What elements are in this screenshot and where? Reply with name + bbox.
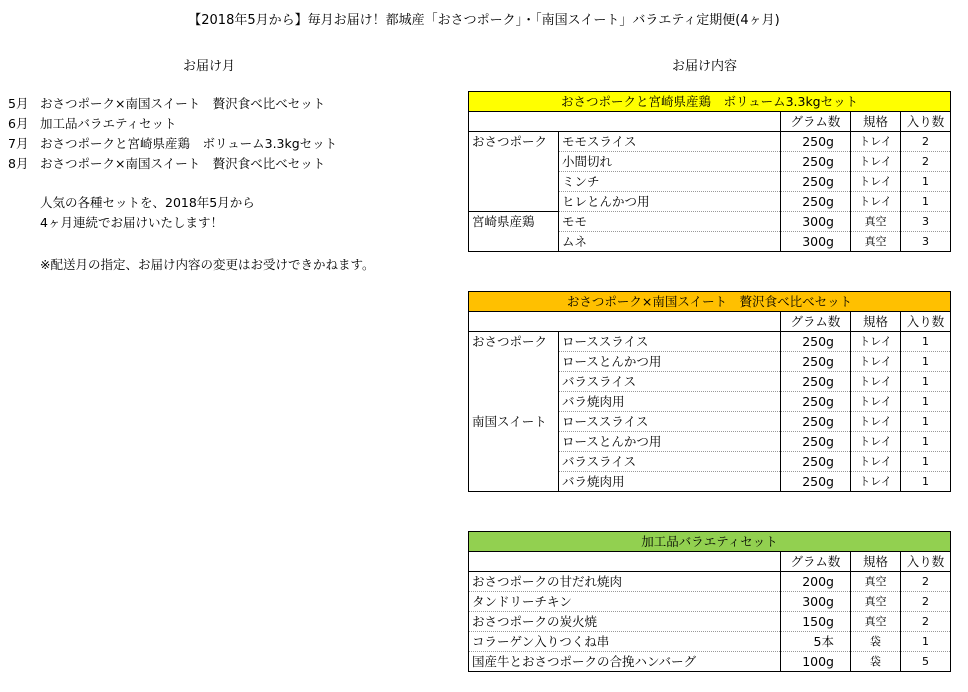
- note-line: 人気の各種セットを、2018年5月から: [40, 195, 255, 210]
- processed-set-table: [468, 531, 951, 672]
- spec-cell: トレイ: [851, 372, 901, 392]
- weight-cell: 250g: [781, 472, 851, 492]
- qty-cell: 5: [901, 652, 951, 672]
- item-cell: バラ焼肉用: [559, 472, 781, 492]
- column-header-row: [469, 112, 951, 132]
- spec-cell: トレイ: [851, 412, 901, 432]
- table-row: [469, 572, 951, 592]
- schedule-row: [8, 94, 325, 112]
- table-row: [469, 432, 951, 452]
- category-cell: [469, 352, 559, 372]
- weight-cell: 300g: [781, 592, 851, 612]
- spec-cell: 真空: [851, 572, 901, 592]
- qty-cell: 1: [901, 172, 951, 192]
- item-cell: 国産牛とおさつポークの合挽ハンバーグ: [469, 652, 781, 672]
- item-cell: ローススライス: [559, 332, 781, 352]
- schedule-month: 8月: [8, 156, 29, 171]
- spec-cell: 真空: [851, 232, 901, 252]
- weight-cell: 200g: [781, 572, 851, 592]
- weight-cell: 250g: [781, 372, 851, 392]
- col-qty: 入り数: [901, 112, 951, 132]
- qty-cell: 3: [901, 232, 951, 252]
- table-row: [469, 612, 951, 632]
- qty-cell: 2: [901, 592, 951, 612]
- qty-cell: 1: [901, 392, 951, 412]
- category-cell: [469, 172, 559, 192]
- delivery-contents-heading: お届け内容: [672, 59, 738, 74]
- table-row: [469, 452, 951, 472]
- table-row: [469, 172, 951, 192]
- qty-cell: 2: [901, 572, 951, 592]
- item-cell: バラスライス: [559, 372, 781, 392]
- schedule-month: 5月: [8, 96, 29, 111]
- weight-cell: 5本: [781, 632, 851, 652]
- table-row: [469, 352, 951, 372]
- spec-cell: 真空: [851, 612, 901, 632]
- column-header-row: [469, 312, 951, 332]
- qty-cell: 1: [901, 192, 951, 212]
- weight-cell: 250g: [781, 172, 851, 192]
- category-cell: [469, 392, 559, 412]
- volume-set-table: [468, 91, 951, 252]
- col-weight: グラム数: [781, 312, 851, 332]
- item-cell: おさつポークの甘だれ焼肉: [469, 572, 781, 592]
- col-weight: グラム数: [781, 552, 851, 572]
- table-row: [469, 152, 951, 172]
- delivery-month-heading: お届け月: [183, 59, 236, 74]
- col-spec: 規格: [851, 312, 901, 332]
- table-row: [469, 632, 951, 652]
- qty-cell: 1: [901, 352, 951, 372]
- weight-cell: 300g: [781, 232, 851, 252]
- schedule-item: 加工品バラエティセット: [40, 116, 177, 131]
- schedule-item: おさつポーク×南国スイート 贅沢食べ比べセット: [40, 156, 326, 171]
- qty-cell: 1: [901, 372, 951, 392]
- schedule-item: おさつポーク×南国スイート 贅沢食べ比べセット: [40, 96, 326, 111]
- spec-cell: トレイ: [851, 172, 901, 192]
- spec-cell: トレイ: [851, 352, 901, 372]
- item-cell: ローススライス: [559, 412, 781, 432]
- spec-cell: 袋: [851, 652, 901, 672]
- qty-cell: 1: [901, 412, 951, 432]
- qty-cell: 1: [901, 432, 951, 452]
- item-cell: コラーゲン入りつくね串: [469, 632, 781, 652]
- schedule-month: 7月: [8, 136, 29, 151]
- table-title: 加工品バラエティセット: [469, 532, 951, 552]
- item-cell: ムネ: [559, 232, 781, 252]
- qty-cell: 1: [901, 632, 951, 652]
- table-row: [469, 132, 951, 152]
- weight-cell: 100g: [781, 652, 851, 672]
- schedule-month: 6月: [8, 116, 29, 131]
- table-row: [469, 332, 951, 352]
- spec-cell: トレイ: [851, 432, 901, 452]
- item-cell: ヒレとんかつ用: [559, 192, 781, 212]
- category-cell: おさつポーク: [469, 332, 559, 352]
- qty-cell: 2: [901, 132, 951, 152]
- item-cell: タンドリーチキン: [469, 592, 781, 612]
- category-cell: [469, 192, 559, 212]
- spec-cell: 真空: [851, 212, 901, 232]
- table-row: [469, 592, 951, 612]
- spec-cell: トレイ: [851, 452, 901, 472]
- category-cell: [469, 372, 559, 392]
- weight-cell: 250g: [781, 452, 851, 472]
- table-title: おさつポーク×南国スイート 贅沢食べ比べセット: [469, 292, 951, 312]
- weight-cell: 150g: [781, 612, 851, 632]
- note-line: 4ヶ月連続でお届けいたします！: [40, 215, 223, 230]
- col-weight: グラム数: [781, 112, 851, 132]
- table-row: [469, 392, 951, 412]
- category-cell: 南国スイート: [469, 412, 559, 432]
- weight-cell: 250g: [781, 192, 851, 212]
- weight-cell: 250g: [781, 392, 851, 412]
- weight-cell: 250g: [781, 132, 851, 152]
- qty-cell: 1: [901, 332, 951, 352]
- col-qty: 入り数: [901, 312, 951, 332]
- item-cell: モモ: [559, 212, 781, 232]
- spec-cell: 袋: [851, 632, 901, 652]
- table-row: [469, 192, 951, 212]
- schedule-row: [8, 114, 177, 132]
- category-cell: [469, 452, 559, 472]
- schedule-item: おさつポークと宮崎県産鶏 ボリューム3.3kgセット: [40, 136, 338, 151]
- spec-cell: トレイ: [851, 472, 901, 492]
- spec-cell: 真空: [851, 592, 901, 612]
- spec-cell: トレイ: [851, 392, 901, 412]
- category-cell: [469, 152, 559, 172]
- weight-cell: 250g: [781, 412, 851, 432]
- table-row: [469, 652, 951, 672]
- weight-cell: 250g: [781, 432, 851, 452]
- col-spec: 規格: [851, 552, 901, 572]
- table-row: [469, 212, 951, 232]
- spec-cell: トレイ: [851, 192, 901, 212]
- qty-cell: 1: [901, 472, 951, 492]
- qty-cell: 2: [901, 152, 951, 172]
- item-cell: モモスライス: [559, 132, 781, 152]
- col-spec: 規格: [851, 112, 901, 132]
- item-cell: ロースとんかつ用: [559, 352, 781, 372]
- category-cell: おさつポーク: [469, 132, 559, 152]
- item-cell: 小間切れ: [559, 152, 781, 172]
- category-cell: [469, 432, 559, 452]
- qty-cell: 3: [901, 212, 951, 232]
- item-cell: バラ焼肉用: [559, 392, 781, 412]
- table-row: [469, 232, 951, 252]
- weight-cell: 250g: [781, 152, 851, 172]
- column-header-row: [469, 552, 951, 572]
- category-cell: [469, 232, 559, 252]
- item-cell: おさつポークの炭火焼: [469, 612, 781, 632]
- spec-cell: トレイ: [851, 132, 901, 152]
- spec-cell: トレイ: [851, 332, 901, 352]
- item-cell: ミンチ: [559, 172, 781, 192]
- item-cell: バラスライス: [559, 452, 781, 472]
- qty-cell: 1: [901, 452, 951, 472]
- weight-cell: 250g: [781, 332, 851, 352]
- page-title: 【2018年5月から】毎月お届け！都城産「おさつポーク」・「南国スイート」バラエティ定期便(4ヶ月): [188, 13, 780, 28]
- table-row: [469, 412, 951, 432]
- qty-cell: 2: [901, 612, 951, 632]
- schedule-row: [8, 134, 337, 152]
- tasting-set-table: [468, 291, 951, 492]
- weight-cell: 300g: [781, 212, 851, 232]
- schedule-row: [8, 154, 325, 172]
- category-cell: 宮崎県産鶏: [469, 212, 559, 232]
- category-cell: [469, 472, 559, 492]
- note-disclaimer: ※配送月の指定、お届け内容の変更はお受けできかねます。: [40, 257, 375, 272]
- table-title: おさつポークと宮崎県産鶏 ボリューム3.3kgセット: [469, 92, 951, 112]
- spec-cell: トレイ: [851, 152, 901, 172]
- weight-cell: 250g: [781, 352, 851, 372]
- col-qty: 入り数: [901, 552, 951, 572]
- table-row: [469, 372, 951, 392]
- item-cell: ロースとんかつ用: [559, 432, 781, 452]
- table-row: [469, 472, 951, 492]
